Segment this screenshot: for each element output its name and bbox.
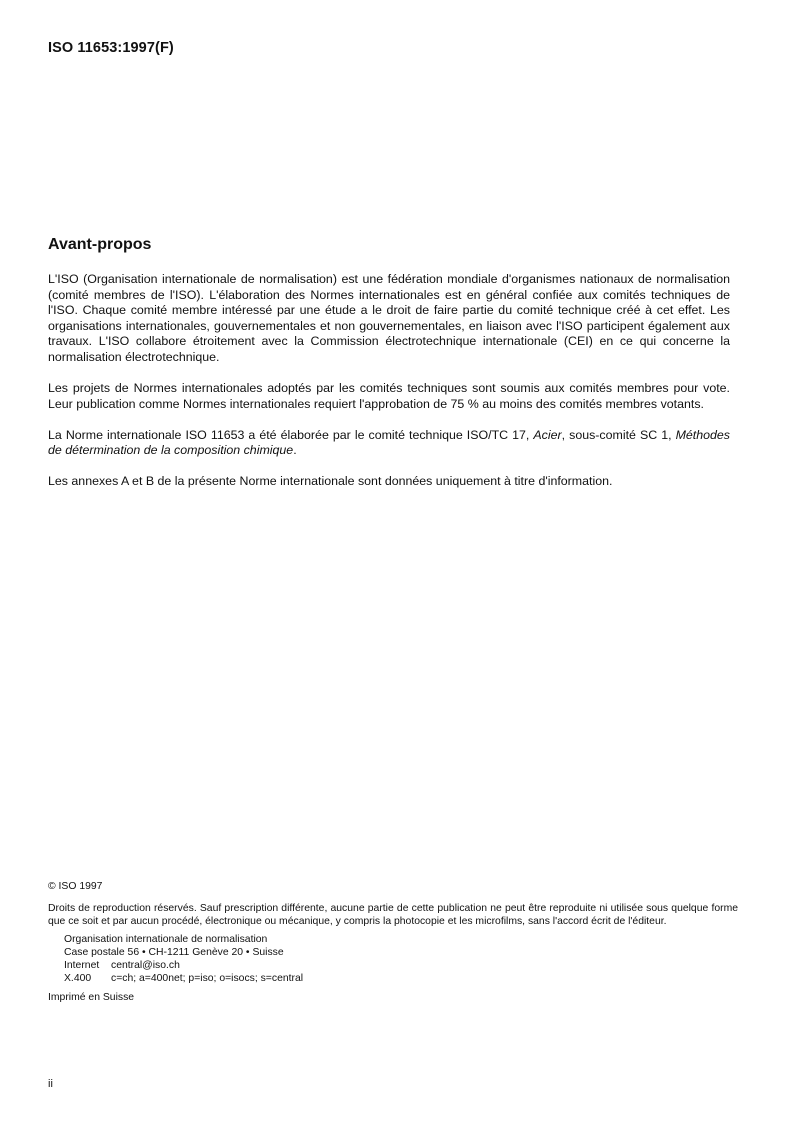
paragraph-voting: Les projets de Normes internationales adoptés par les comités techniques sont soumis aux comités membres pour vote. Leur publication comme Normes internationales requiert l'approbation de 75 % au moins des comités membres votants. xyxy=(48,381,730,411)
x400-line xyxy=(64,972,738,985)
paragraph-annexes: Les annexes A et B de la présente Norme internationale sont données uniquement à titre d'information. xyxy=(48,474,613,489)
document-id: ISO 11653:1997(F) xyxy=(48,40,174,56)
organisation-name: Organisation internationale de normalisation xyxy=(64,934,268,945)
paragraph-committee xyxy=(48,428,730,459)
internet-line xyxy=(64,959,738,972)
committee-text-start: La Norme internationale ISO 11653 a été élaborée par le comité technique ISO/TC 17, xyxy=(48,427,534,442)
internet-address: central@iso.ch xyxy=(111,960,180,971)
x400-address: c=ch; a=400net; p=iso; o=isocs; s=central xyxy=(111,973,304,984)
committee-name: Acier xyxy=(533,427,562,442)
section-heading: Avant-propos xyxy=(48,236,152,253)
copyright-footer xyxy=(48,880,738,1004)
copyright-notice: © ISO 1997 xyxy=(48,881,103,892)
x400-label: X.400 xyxy=(64,973,92,984)
subcommittee-name: Méthodes de détermination de la composition chimique xyxy=(48,427,730,458)
committee-text-middle: , sous-comité SC 1, xyxy=(561,427,676,442)
publisher-address xyxy=(48,933,738,985)
printed-in: Imprimé en Suisse xyxy=(48,992,135,1003)
foreword-body xyxy=(48,272,730,506)
committee-text-end: . xyxy=(293,443,297,458)
paragraph-iso-intro: L'ISO (Organisation internationale de normalisation) est une fédération mondiale d'organismes nationaux de normalisation (comité membres de l'ISO). L'élaboration des Normes internationales est en général confiée aux comités techniques de l'ISO. Chaque comité membre intéressé par une étude a le droit de faire partie du comité technique créé à cet effet. Les organisations internationales, gouvernementales et non gouvernementales, en liaison avec l'ISO participent également aux travaux. L'ISO collabore étroitement avec la Commission électrotechnique internationale (CEI) en ce qui concerne la normalisation électrotechnique. xyxy=(48,272,730,364)
internet-label: Internet xyxy=(64,960,100,971)
postal-address: Case postale 56 • CH-1211 Genève 20 • Suisse xyxy=(64,947,284,958)
page-number: ii xyxy=(48,1078,53,1090)
rights-statement: Droits de reproduction réservés. Sauf prescription différente, aucune partie de cette publication ne peut être reproduite ni utilisée sous quelque forme que ce soit et par aucun procédé, électronique ou mécanique, y compris la photocopie et les microfilms, sans l'accord écrit de l'éditeur. xyxy=(48,903,738,927)
